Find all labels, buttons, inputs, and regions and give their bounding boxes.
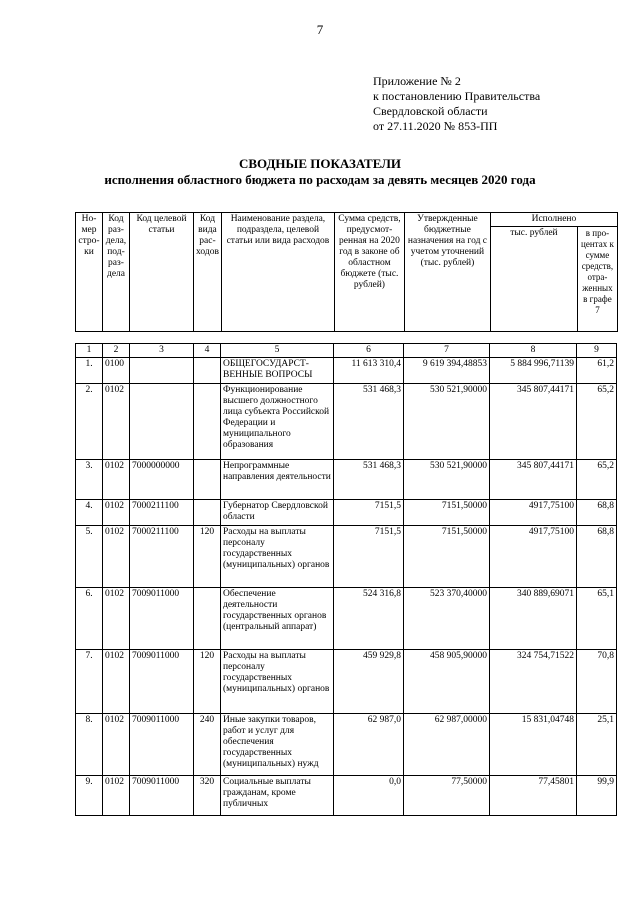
approved-amount: 77,50000 bbox=[404, 776, 490, 816]
executed-amount: 4917,75100 bbox=[490, 500, 577, 526]
executed-amount: 340 889,69071 bbox=[490, 588, 577, 650]
section-code: 0102 bbox=[103, 714, 130, 776]
column-number-row bbox=[76, 344, 617, 358]
section-code: 0102 bbox=[103, 650, 130, 714]
expense-type-code bbox=[194, 588, 221, 650]
section-code: 0100 bbox=[103, 358, 130, 384]
target-code: 7009011000 bbox=[130, 588, 194, 650]
appendix-block bbox=[373, 74, 540, 134]
executed-percent: 65,2 bbox=[577, 460, 617, 500]
section-code: 0102 bbox=[103, 500, 130, 526]
target-code: 7009011000 bbox=[130, 714, 194, 776]
item-name: Расходы на выплаты персоналу государственных (муниципальных) органов bbox=[221, 526, 334, 588]
executed-amount: 77,45801 bbox=[490, 776, 577, 816]
approved-amount: 458 905,90000 bbox=[404, 650, 490, 714]
expense-type-code: 240 bbox=[194, 714, 221, 776]
row-number: 5. bbox=[76, 526, 103, 588]
expense-type-code bbox=[194, 500, 221, 526]
table-row bbox=[76, 358, 617, 384]
item-name: Непрограммные направления деятельности bbox=[221, 460, 334, 500]
law-amount: 11 613 310,4 bbox=[334, 358, 404, 384]
law-amount: 0,0 bbox=[334, 776, 404, 816]
item-name: Расходы на выплаты персоналу государственных (муниципальных) органов bbox=[221, 650, 334, 714]
table-row bbox=[76, 500, 617, 526]
header-executed-rubles: тыс. рублей bbox=[490, 227, 577, 332]
executed-amount: 15 831,04748 bbox=[490, 714, 577, 776]
expense-type-code bbox=[194, 384, 221, 460]
item-name: ОБЩЕГОСУДАРСТ-ВЕННЫЕ ВОПРОСЫ bbox=[221, 358, 334, 384]
column-number: 7 bbox=[404, 344, 490, 358]
row-number: 3. bbox=[76, 460, 103, 500]
executed-amount: 345 807,44171 bbox=[490, 384, 577, 460]
header-name: Наименование раздела, подраздела, целевой статьи или вида расходов bbox=[221, 213, 334, 332]
table-header bbox=[75, 212, 618, 332]
table-row bbox=[76, 384, 617, 460]
document-title bbox=[0, 156, 640, 188]
target-code: 7000211100 bbox=[130, 500, 194, 526]
column-number: 4 bbox=[194, 344, 221, 358]
header-approved-amount: Утвержденные бюджетные назначения на год с учетом уточнений (тыс. рублей) bbox=[404, 213, 490, 332]
executed-amount: 5 884 996,71139 bbox=[490, 358, 577, 384]
executed-amount: 4917,75100 bbox=[490, 526, 577, 588]
law-amount: 531 468,3 bbox=[334, 384, 404, 460]
approved-amount: 7151,50000 bbox=[404, 526, 490, 588]
row-number: 7. bbox=[76, 650, 103, 714]
executed-amount: 324 754,71522 bbox=[490, 650, 577, 714]
table-row bbox=[76, 650, 617, 714]
expense-type-code bbox=[194, 358, 221, 384]
approved-amount: 530 521,90000 bbox=[404, 460, 490, 500]
executed-percent: 65,2 bbox=[577, 384, 617, 460]
table-row bbox=[76, 714, 617, 776]
item-name: Социальные выплаты гражданам, кроме публичных bbox=[221, 776, 334, 816]
executed-percent: 68,8 bbox=[577, 526, 617, 588]
header-row-number: Но-мер стро-ки bbox=[76, 213, 103, 332]
row-number: 2. bbox=[76, 384, 103, 460]
header-target-code: Код целевой статьи bbox=[130, 213, 194, 332]
law-amount: 7151,5 bbox=[334, 500, 404, 526]
approved-amount: 523 370,40000 bbox=[404, 588, 490, 650]
data-table bbox=[75, 343, 617, 816]
target-code: 7009011000 bbox=[130, 650, 194, 714]
law-amount: 62 987,0 bbox=[334, 714, 404, 776]
approved-amount: 7151,50000 bbox=[404, 500, 490, 526]
appendix-line: Свердловской области bbox=[373, 104, 488, 118]
row-number: 6. bbox=[76, 588, 103, 650]
target-code bbox=[130, 384, 194, 460]
header-expense-type-code: Код вида рас-ходов bbox=[194, 213, 222, 332]
target-code bbox=[130, 358, 194, 384]
column-number: 2 bbox=[103, 344, 130, 358]
expense-type-code bbox=[194, 460, 221, 500]
executed-percent: 25,1 bbox=[577, 714, 617, 776]
expense-type-code: 120 bbox=[194, 526, 221, 588]
executed-percent: 68,8 bbox=[577, 500, 617, 526]
item-name: Губернатор Свердловской области bbox=[221, 500, 334, 526]
header-executed-percent: в про-центах к сумме средств, отра-женных в графе 7 bbox=[577, 227, 617, 332]
item-name: Обеспечение деятельности государственных органов (центральный аппарат) bbox=[221, 588, 334, 650]
item-name: Функционирование высшего должностного лица субъекта Российской Федерации и муниципального образования bbox=[221, 384, 334, 460]
row-number: 4. bbox=[76, 500, 103, 526]
header-law-amount: Сумма средств, предусмот-ренная на 2020 год в законе об областном бюджете (тыс. рублей) bbox=[334, 213, 404, 332]
row-number: 1. bbox=[76, 358, 103, 384]
section-code: 0102 bbox=[103, 776, 130, 816]
appendix-line: к постановлению Правительства bbox=[373, 89, 541, 103]
title-line-1: СВОДНЫЕ ПОКАЗАТЕЛИ bbox=[238, 156, 402, 171]
table-row bbox=[76, 588, 617, 650]
column-number: 8 bbox=[490, 344, 577, 358]
executed-percent: 99,9 bbox=[577, 776, 617, 816]
expense-type-code: 320 bbox=[194, 776, 221, 816]
target-code: 7000000000 bbox=[130, 460, 194, 500]
column-number: 6 bbox=[334, 344, 404, 358]
target-code: 7000211100 bbox=[130, 526, 194, 588]
approved-amount: 530 521,90000 bbox=[404, 384, 490, 460]
appendix-line: от 27.11.2020 № 853-ПП bbox=[373, 119, 498, 133]
executed-percent: 61,2 bbox=[577, 358, 617, 384]
table-row bbox=[76, 526, 617, 588]
header-section-code: Код раз-дела, под-раз-дела bbox=[103, 213, 130, 332]
table-row bbox=[76, 460, 617, 500]
title-line-2: исполнения областного бюджета по расходам за девять месяцев 2020 года bbox=[104, 172, 536, 187]
law-amount: 7151,5 bbox=[334, 526, 404, 588]
target-code: 7009011000 bbox=[130, 776, 194, 816]
expense-type-code: 120 bbox=[194, 650, 221, 714]
row-number: 9. bbox=[76, 776, 103, 816]
approved-amount: 9 619 394,48853 bbox=[404, 358, 490, 384]
item-name: Иные закупки товаров, работ и услуг для обеспечения государственных (муниципальных) нужд bbox=[221, 714, 334, 776]
executed-percent: 65,1 bbox=[577, 588, 617, 650]
executed-amount: 345 807,44171 bbox=[490, 460, 577, 500]
law-amount: 459 929,8 bbox=[334, 650, 404, 714]
column-number: 5 bbox=[221, 344, 334, 358]
law-amount: 524 316,8 bbox=[334, 588, 404, 650]
appendix-line: Приложение № 2 bbox=[373, 74, 461, 88]
executed-percent: 70,8 bbox=[577, 650, 617, 714]
section-code: 0102 bbox=[103, 526, 130, 588]
law-amount: 531 468,3 bbox=[334, 460, 404, 500]
section-code: 0102 bbox=[103, 460, 130, 500]
row-number: 8. bbox=[76, 714, 103, 776]
section-code: 0102 bbox=[103, 588, 130, 650]
column-number: 1 bbox=[76, 344, 103, 358]
page-number: 7 bbox=[316, 22, 324, 37]
table-row bbox=[76, 776, 617, 816]
approved-amount: 62 987,00000 bbox=[404, 714, 490, 776]
header-executed: Исполнено bbox=[490, 213, 617, 227]
section-code: 0102 bbox=[103, 384, 130, 460]
column-number: 3 bbox=[130, 344, 194, 358]
column-number: 9 bbox=[577, 344, 617, 358]
